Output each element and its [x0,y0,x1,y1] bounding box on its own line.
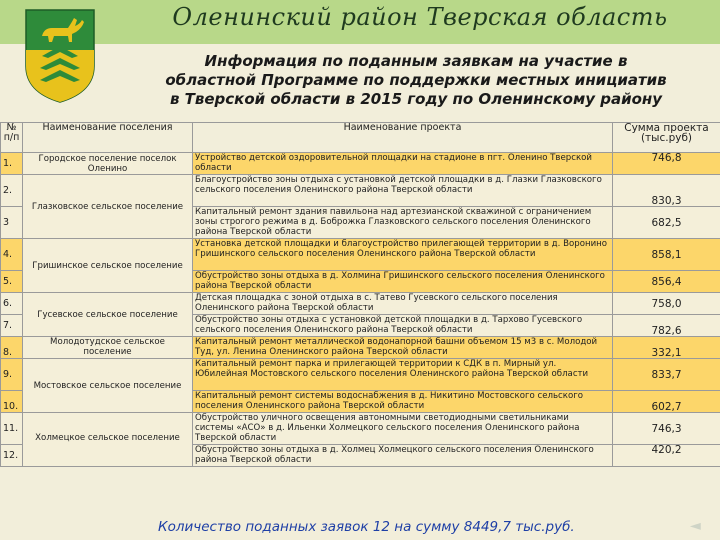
row-project: Капитальный ремонт металлической водонапорной башни объемом 15 м3 в с. Молодой Туд, ул. Ленина Оленинского района Тверской области [193,337,613,359]
row-settlement: Гусевское сельское поселение [23,293,193,337]
table-row [1,293,720,315]
row-num: 9. [1,359,23,391]
applications-table [0,122,720,467]
slide-nav-icon[interactable]: ◄ [690,518,701,534]
header-sum: Сумма проекта (тыс.руб) [613,123,720,153]
row-project: Обустройство зоны отдыха в д. Холмина Гришинского сельского поселения Оленинского района Тверской области [193,271,613,293]
subtitle-line: областной Программе по поддержки местных инициатив [165,71,667,89]
header-project: Наименование проекта [193,123,613,153]
row-num: 10. [1,391,23,413]
row-sum: 856,4 [613,271,720,293]
row-num: 1. [1,153,23,175]
row-sum: 746,3 [613,413,720,445]
row-sum: 833,7 [613,359,720,391]
row-sum: 830,3 [613,175,720,207]
document-subtitle [116,52,716,109]
row-settlement: Холмецкое сельское поселение [23,413,193,467]
subtitle-line: Информация по поданным заявкам на участие в [204,52,628,70]
table-row [1,337,720,359]
row-num: 12. [1,445,23,467]
row-num: 11. [1,413,23,445]
row-settlement: Молодотудское сельское поселение [23,337,193,359]
summary-footer: Количество поданных заявок 12 на сумму 8449,7 тыс.руб. [158,519,575,535]
table-row [1,175,720,207]
row-num: 2. [1,175,23,207]
row-num: 5. [1,271,23,293]
row-settlement: Мостовское сельское поселение [23,359,193,413]
header-settlement: Наименование поселения [23,123,193,153]
row-sum: 746,8 [613,153,720,175]
row-project: Капитальный ремонт здания павильона над артезианской скважиной с ограничением зоны строгого режима в д. Боброжка Глазковского сельского поселения Оленинского района Тверской области [193,207,613,239]
row-sum: 332,1 [613,337,720,359]
row-num: 6. [1,293,23,315]
row-num: 3 [1,207,23,239]
page-title: Оленинский район Тверская область [172,3,668,31]
table-row [1,413,720,445]
row-sum: 420,2 [613,445,720,467]
row-project: Обустройство уличного освещения автономными светодиодными светильниками системы «АСО» в д. Ильенки Холмецкого сельского поселения Оленинского района Тверской области [193,413,613,445]
row-num: 7. [1,315,23,337]
row-settlement: Глазковское сельское поселение [23,175,193,239]
row-num: 8. [1,337,23,359]
row-settlement: Гришинское сельское поселение [23,239,193,293]
row-project: Устройство детской оздоровительной площадки на стадионе в пгт. Оленино Тверской области [193,153,613,175]
row-project: Установка детской площадки и благоустройство прилегающей территории в д. Воронино Гришинского сельского поселения Оленинского района Тверской области [193,239,613,271]
table-row [1,239,720,271]
table-row [1,153,720,175]
row-settlement: Городское поселение поселок Оленино [23,153,193,175]
row-sum: 602,7 [613,391,720,413]
row-project: Капитальный ремонт парка и прилегающей территории к СДК в п. Мирный ул. Юбилейная Мостовского сельского поселения Оленинского района Тверской области [193,359,613,391]
row-sum: 858,1 [613,239,720,271]
row-num: 4. [1,239,23,271]
subtitle-line: в Тверской области в 2015 году по Оленинскому району [169,90,663,108]
header-num: № п/п [1,123,23,153]
row-sum: 682,5 [613,207,720,239]
row-sum: 758,0 [613,293,720,315]
row-project: Детская площадка с зоной отдыха в с. Татево Гусевского сельского поселения Оленинского района Тверской области [193,293,613,315]
row-project: Обустройство зоны отдыха с установкой детской площадки в д. Тархово Гусевского сельского поселения Оленинского района Тверской области [193,315,613,337]
row-sum: 782,6 [613,315,720,337]
row-project: Капитальный ремонт системы водоснабжения в д. Никитино Мостовского сельского поселения Оленинского района Тверской области [193,391,613,413]
row-project: Обустройство зоны отдыха в д. Холмец Холмецкого сельского поселения Оленинского района Тверской области [193,445,613,467]
coat-of-arms-icon [22,6,98,106]
table-row [1,359,720,391]
row-project: Благоустройство зоны отдыха с установкой детской площадки в д. Глазки Глазковского сельского поселения Оленинского района Тверской области [193,175,613,207]
